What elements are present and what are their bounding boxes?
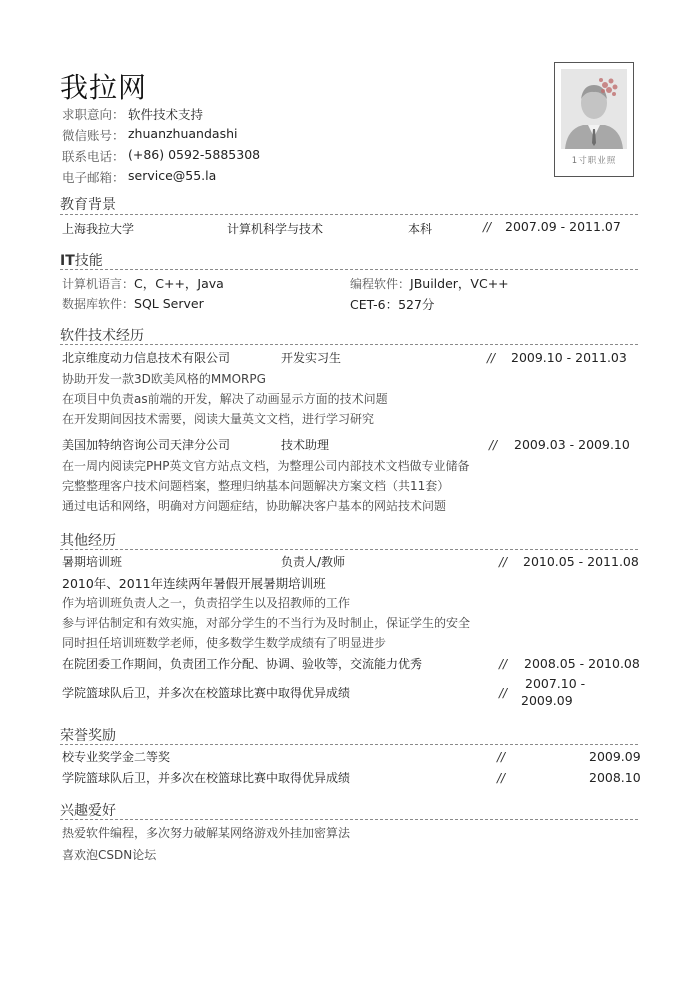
- job1-date: 2009.10 - 2011.03: [511, 350, 627, 365]
- job1-line-3: 在开发期间因技术需要，阅读大量英文文档，进行学习研究: [62, 412, 375, 426]
- honor2-text: 学院篮球队后卫，并多次在校篮球比赛中取得优异成绩: [62, 771, 351, 785]
- education-degree: 本科: [408, 222, 433, 236]
- other2-separator: //: [499, 657, 508, 671]
- education-divider: [60, 214, 638, 215]
- other1-name: 暑期培训班: [62, 555, 123, 569]
- other3-date-line2: 2009.09: [521, 693, 573, 708]
- other1-role: 负责人/教师: [281, 555, 346, 569]
- job2-role: 技术助理: [281, 438, 330, 452]
- education-date: 2007.09 - 2011.07: [505, 219, 621, 234]
- wechat-label: 微信账号：: [62, 128, 125, 143]
- honor1-separator: //: [497, 750, 506, 764]
- job2-date: 2009.03 - 2009.10: [514, 437, 630, 452]
- skills-divider: [60, 269, 638, 270]
- skill-cet: CET-6：527分: [350, 297, 435, 312]
- skills-title-prefix: IT: [60, 253, 75, 269]
- skill-database-label: 数据库软件：: [62, 297, 135, 311]
- skill-database-value: SQL Server: [134, 296, 204, 311]
- other3-text: 学院篮球队后卫，并多次在校篮球比赛中取得优异成绩: [62, 686, 351, 700]
- other-divider: [60, 549, 638, 550]
- hobby-line-1: 热爱软件编程，多次努力破解某网络游戏外挂加密算法: [62, 826, 351, 840]
- photo-caption: 1寸职业照: [571, 156, 617, 166]
- hobby-line-2: 喜欢泡CSDN论坛: [62, 848, 157, 862]
- education-separator: //: [483, 220, 492, 234]
- skill-ide: [350, 274, 509, 292]
- other3-date-line1: 2007.10 -: [525, 676, 586, 691]
- job1-line-1: 协助开发一款3D欧美风格的MMORPG: [62, 372, 266, 386]
- candidate-name: 我拉网: [60, 71, 148, 104]
- other1-separator: //: [499, 555, 508, 569]
- other3-separator: //: [499, 686, 508, 700]
- honor2-date: 2008.10: [589, 770, 641, 785]
- skill-language: [62, 274, 224, 292]
- phone-label: 联系电话：: [62, 149, 125, 164]
- skill-language-label: 计算机语言：: [62, 277, 135, 291]
- job1-company: 北京维度动力信息技术有限公司: [62, 351, 231, 365]
- honor2-separator: //: [497, 771, 506, 785]
- hobbies-title: 兴趣爱好: [60, 803, 116, 819]
- email-label: 电子邮箱：: [62, 170, 125, 185]
- other1-line-1: 2010年、2011年连续两年暑假开展暑期培训班: [62, 576, 326, 591]
- job-intent-label: 求职意向：: [62, 107, 125, 122]
- job2-line-1: 在一周内阅读完PHP英文官方站点文档，为整理公司内部技术文档做专业储备: [62, 459, 470, 473]
- education-major: 计算机科学与技术: [227, 222, 324, 236]
- skill-language-value: C，C++，Java: [134, 276, 224, 291]
- honors-divider: [60, 744, 638, 745]
- other2-date: 2008.05 - 2010.08: [524, 656, 640, 671]
- job-intent-value: 软件技术支持: [128, 107, 204, 122]
- email-value: service@55.la: [128, 168, 217, 183]
- other2-text: 在院团委工作期间，负责团工作分配、协调、验收等，交流能力优秀: [62, 657, 423, 671]
- job1-line-2: 在项目中负责as前端的开发，解决了动画显示方面的技术问题: [62, 392, 388, 406]
- other1-line-2: 作为培训班负责人之一，负责招学生以及招教师的工作: [62, 596, 351, 610]
- skills-title-rest: 技能: [74, 253, 103, 269]
- wechat-value: zhuanzhuandashi: [128, 126, 238, 141]
- education-school: 上海我拉大学: [62, 222, 135, 236]
- other1-line-3: 参与评估制定和有效实施，对部分学生的不当行为及时制止，保证学生的安全: [62, 616, 471, 630]
- experience-divider: [60, 344, 638, 345]
- skills-title: [60, 250, 103, 270]
- skill-database: [62, 295, 204, 312]
- profile-photo: [554, 62, 634, 177]
- job1-role: 开发实习生: [281, 351, 342, 365]
- other-title: 其他经历: [60, 533, 116, 549]
- honor1-text: 校专业奖学金二等奖: [62, 750, 171, 764]
- experience-title: 软件技术经历: [60, 328, 144, 344]
- job2-company: 美国加特纳咨询公司天津分公司: [62, 438, 231, 452]
- job2-line-3: 通过电话和网络，明确对方问题症结，协助解决客户基本的网站技术问题: [62, 499, 447, 513]
- job2-line-2: 完整整理客户技术问题档案，整理归纳基本问题解决方案文档（共11套）: [62, 479, 450, 493]
- job1-separator: //: [487, 351, 496, 365]
- other1-date: 2010.05 - 2011.08: [523, 554, 639, 569]
- skill-ide-label: 编程软件：: [350, 277, 411, 291]
- phone-value: (+86) 0592-5885308: [128, 147, 261, 162]
- honors-title: 荣誉奖励: [60, 728, 116, 744]
- skill-ide-value: JBuilder，VC++: [410, 276, 509, 291]
- hobbies-divider: [60, 819, 638, 820]
- education-title: 教育背景: [60, 197, 116, 213]
- job2-separator: //: [489, 438, 498, 452]
- honor1-date: 2009.09: [589, 749, 641, 764]
- other1-line-4: 同时担任培训班数学老师，使多数学生数学成绩有了明显进步: [62, 636, 387, 650]
